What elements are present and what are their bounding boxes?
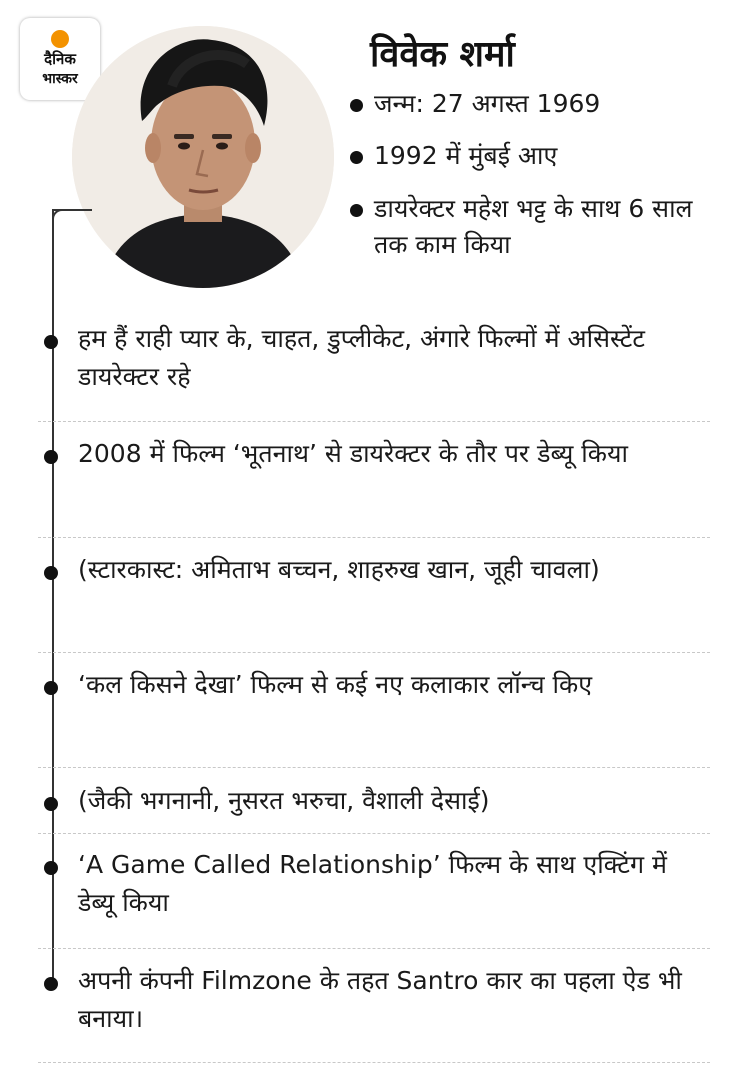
timeline-item [78, 846, 710, 921]
timeline-corner [52, 209, 68, 225]
timeline-item [78, 782, 710, 820]
timeline-text: (जैकी भगनानी, नुसरत भरुचा, वैशाली देसाई) [78, 786, 490, 815]
timeline-dot-icon [44, 681, 58, 695]
divider [38, 833, 710, 834]
fact-item-birth [350, 86, 720, 122]
timeline-dot-icon [44, 861, 58, 875]
divider [38, 537, 710, 538]
bullet-dot-icon [350, 99, 363, 112]
profile-name: विवेक शर्मा [370, 34, 515, 75]
divider [38, 421, 710, 422]
timeline-dot-icon [44, 335, 58, 349]
timeline-item [78, 320, 710, 395]
dainik-bhaskar-logo [20, 18, 100, 100]
bullet-dot-icon [350, 151, 363, 164]
profile-facts [350, 86, 720, 279]
timeline-dot-icon [44, 450, 58, 464]
timeline-text: 2008 में फिल्म ‘भूतनाथ’ से डायरेक्टर के तौर पर डेब्यू किया [78, 439, 628, 468]
fact-item-mahesh-bhatt [350, 191, 720, 264]
divider [38, 767, 710, 768]
bullet-dot-icon [350, 204, 363, 217]
divider [38, 652, 710, 653]
divider [38, 1062, 710, 1063]
timeline-dot-icon [44, 797, 58, 811]
timeline-text: (स्टारकास्ट: अमिताभ बच्चन, शाहरुख खान, जूही चावला) [78, 555, 600, 584]
timeline-item [78, 666, 710, 704]
portrait-illustration [72, 26, 334, 288]
timeline-item [78, 551, 710, 589]
logo-line-2: भास्कर [42, 71, 78, 87]
profile-photo [72, 26, 334, 288]
timeline-text: अपनी कंपनी Filmzone के तहत Santro कार का पहला ऐड भी बनाया। [78, 966, 682, 1033]
timeline-dot-icon [44, 977, 58, 991]
timeline-dot-icon [44, 566, 58, 580]
sun-icon [51, 30, 69, 48]
timeline-text: ‘कल किसने देखा’ फिल्म से कई नए कलाकार लॉन्च किए [78, 670, 593, 699]
fact-text: डायरेक्टर महेश भट्ट के साथ 6 साल तक काम किया [374, 193, 693, 259]
timeline-text: ‘A Game Called Relationship’ फिल्म के साथ एक्टिंग में डेब्यू किया [78, 850, 667, 917]
timeline-item [78, 435, 710, 473]
logo-line-1: दैनिक [44, 50, 76, 68]
fact-item-mumbai [350, 138, 720, 174]
divider [38, 948, 710, 949]
fact-text: 1992 में मुंबई आए [374, 141, 558, 171]
fact-text: जन्म: 27 अगस्त 1969 [374, 89, 601, 118]
timeline-text: हम हैं राही प्यार के, चाहत, डुप्लीकेट, अंगारे फिल्मों में असिस्टेंट डायरेक्टर रहे [78, 324, 645, 391]
timeline-item [78, 962, 710, 1037]
